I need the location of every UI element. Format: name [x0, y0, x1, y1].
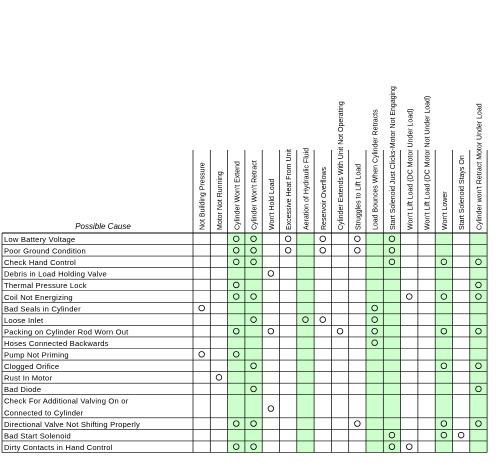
- cause-marker: [320, 317, 326, 323]
- symptom-header: Cylinder Won't Extend: [234, 161, 242, 230]
- symptom-header: Not Building Pressure: [199, 162, 207, 230]
- symptom-headers: [200, 86, 484, 230]
- table-grid: [2, 147, 487, 452]
- cause-marker: [337, 328, 343, 334]
- cause-marker: [320, 236, 326, 242]
- cause-label: Hoses Connected Backwards: [4, 338, 109, 348]
- symptom-header: Cylinder Won't Retract: [251, 160, 259, 230]
- cause-label: Thermal Pressure Lock: [4, 281, 87, 291]
- symptom-header: Start Solenoid Just Clicks-Motor Not Engaging: [389, 86, 397, 230]
- cause-label: Check For Additional Valving On or: [4, 396, 129, 406]
- symptom-header: Cylinder Extends With Unit Not Operating: [338, 101, 346, 230]
- shaded-column-16: [470, 233, 487, 452]
- symptom-header: Aeration of Hydraulic Fluid: [303, 147, 311, 230]
- cause-label: Bad Seals in Cylinder: [4, 304, 81, 314]
- cause-marker: [268, 271, 274, 277]
- symptom-header: Motor Not Running: [216, 171, 224, 230]
- shaded-column-2: [228, 233, 245, 452]
- symptom-header: Cylinder won't Retract Motor Under Load: [476, 103, 484, 230]
- cause-label: Packing on Cylinder Rod Worn Out: [4, 327, 129, 337]
- symptom-header: Excessive Heat From Unit: [286, 149, 294, 230]
- cause-label: Bad Start Solenoid: [4, 431, 71, 441]
- shaded-column-14: [435, 233, 452, 452]
- shaded-column-6: [297, 233, 314, 452]
- cause-label: Bad Diode: [4, 385, 42, 395]
- symptom-header: Won't Hold Load: [268, 178, 276, 230]
- cause-label: Dirty Contacts in Hand Control: [4, 442, 113, 452]
- cause-label: Debris in Load Holding Valve: [4, 269, 107, 279]
- symptom-header: Won't Lower: [441, 191, 449, 230]
- shaded-column-10: [366, 233, 383, 452]
- symptom-header: Start Solenoid Stays On: [459, 155, 467, 230]
- cause-label: Directional Valve Not Shifting Properly: [4, 419, 140, 429]
- shaded-column-3: [245, 233, 262, 452]
- symptom-header: Struggles to Lift Load: [355, 163, 363, 230]
- cause-label: Check Hand Control: [4, 258, 76, 268]
- cause-marker: [458, 432, 464, 438]
- cause-label: Pump Not Priming: [4, 350, 69, 360]
- cause-marker: [285, 248, 291, 254]
- shaded-columns: [228, 233, 487, 452]
- cause-marker: [320, 248, 326, 254]
- cause-label: Clogged Orifice: [4, 362, 60, 372]
- cause-marker: [355, 421, 361, 427]
- cause-label: Loose Inlet: [4, 315, 44, 325]
- symptom-header: Won't Lift Load (DC Motor Under Load): [407, 108, 415, 230]
- cause-marker: [285, 236, 291, 242]
- cause-label: Low Battery Voltage: [4, 235, 76, 244]
- cause-marker: [268, 406, 274, 412]
- shaded-column-11: [383, 233, 400, 452]
- cause-marker: [268, 328, 274, 334]
- cause-marker: [406, 294, 412, 300]
- cause-label: Coil Not Energizing: [4, 292, 73, 302]
- symptom-header: Load Bounces When Cylinder Retracts: [372, 109, 380, 230]
- cause-marker: [199, 351, 205, 357]
- cause-label: Poor Ground Condition: [4, 246, 86, 256]
- cause-marker: [355, 248, 361, 254]
- cause-marker: [406, 444, 412, 450]
- cause-label: Rust In Motor: [4, 373, 53, 383]
- cause-marker: [355, 236, 361, 242]
- symptom-header: Won't Lift Load (DC Motor Not Under Load): [424, 95, 432, 230]
- possible-cause-header: Possible Cause: [75, 222, 131, 231]
- symptom-header: Reservoir Overflows: [320, 166, 328, 230]
- cause-marker: [216, 375, 222, 381]
- cause-marker: [199, 305, 205, 311]
- cause-label: Connected to Cylinder: [4, 408, 84, 418]
